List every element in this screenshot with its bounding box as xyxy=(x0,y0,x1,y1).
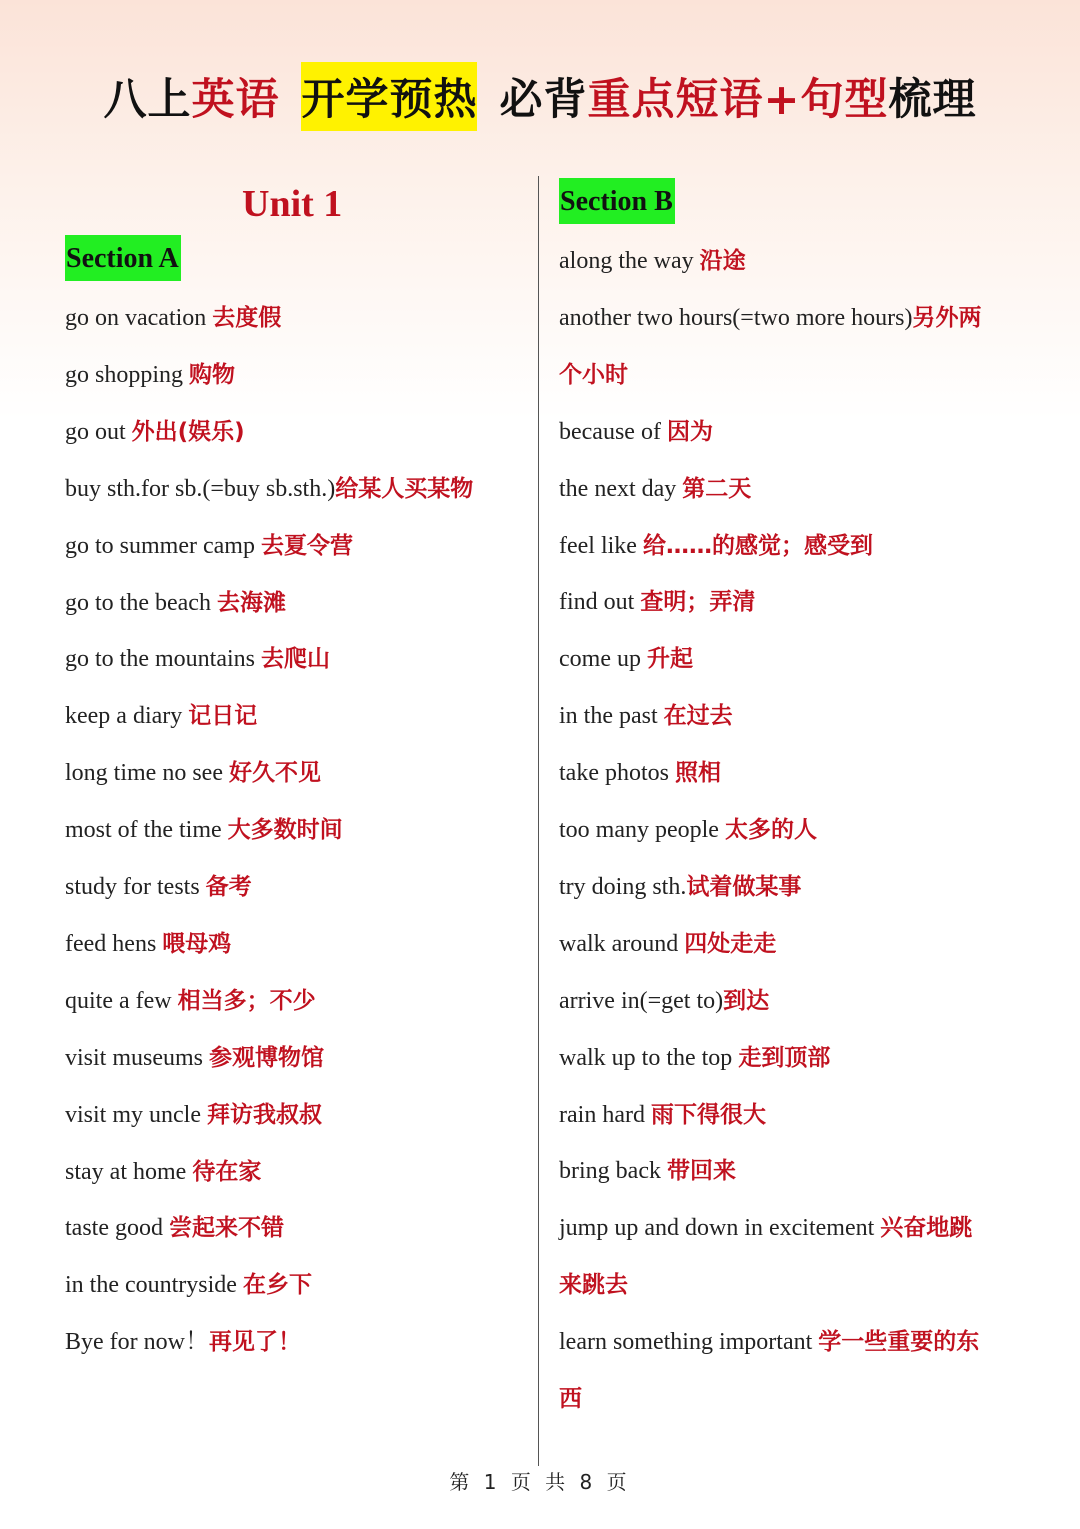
chinese-meaning: 试着做某事 xyxy=(686,873,802,900)
chinese-meaning: 给某人买某物 xyxy=(335,475,474,502)
chinese-meaning: 到达 xyxy=(723,987,770,1014)
title-part-summary: 梳理 xyxy=(888,75,977,125)
section-a-phrase-row xyxy=(65,701,257,731)
page-footer: 第 1 页 共 8 页 xyxy=(449,1470,631,1494)
section-b-phrase-row xyxy=(559,1043,830,1073)
section-b-phrase-row xyxy=(559,929,776,959)
english-phrase: stay at home xyxy=(65,1158,193,1185)
chinese-meaning: 四处走走 xyxy=(684,930,777,957)
chinese-meaning: 尝起来不错 xyxy=(168,1215,284,1242)
english-phrase: go out xyxy=(65,418,132,445)
english-phrase: study for tests xyxy=(65,874,206,900)
section-a-phrase-row xyxy=(65,1157,261,1187)
title-part-must: 必背 xyxy=(499,75,588,125)
chinese-meaning: 记日记 xyxy=(188,703,258,730)
english-phrase: walk up to the top xyxy=(559,1044,739,1071)
english-phrase: visit museums xyxy=(65,1044,210,1071)
english-phrase: Bye for now！ xyxy=(65,1329,209,1356)
english-phrase: find out xyxy=(559,589,641,616)
chinese-meaning: 另外两 xyxy=(912,304,982,331)
english-phrase: bring back xyxy=(559,1158,667,1185)
english-phrase: most of the time xyxy=(65,817,228,844)
section-b-phrase-row xyxy=(559,872,801,902)
english-phrase: in the countryside xyxy=(65,1272,243,1299)
chinese-meaning: 备考 xyxy=(205,874,252,900)
english-phrase: go to the beach xyxy=(65,589,217,616)
section-a-phrase-row xyxy=(65,815,343,845)
chinese-meaning: 大多数时间 xyxy=(227,817,343,844)
section-b-phrase-row xyxy=(559,1270,628,1300)
english-phrase: arrive in(=get to) xyxy=(559,987,724,1014)
chinese-meaning: 相当多；不少 xyxy=(177,987,316,1014)
chinese-meaning: 因为 xyxy=(666,418,713,445)
section-b-phrase-row xyxy=(559,986,769,1016)
section-a-phrase-row xyxy=(65,1327,301,1357)
chinese-meaning: 外出(娱乐) xyxy=(131,418,245,445)
chinese-meaning: 给……的感觉；感受到 xyxy=(642,532,873,559)
chinese-meaning: 拜访我叔叔 xyxy=(206,1101,322,1128)
english-phrase: taste good xyxy=(65,1215,169,1242)
section-a-phrase-row xyxy=(65,474,473,504)
chinese-meaning: 来跳去 xyxy=(559,1272,628,1299)
english-phrase: walk around xyxy=(559,930,685,957)
page-title xyxy=(0,62,1080,131)
section-a-label: Section A xyxy=(65,235,181,281)
english-phrase: feel like xyxy=(559,532,643,559)
section-a-phrase-row xyxy=(65,986,316,1016)
section-b-phrase-row xyxy=(559,815,817,845)
chinese-meaning: 查明；弄清 xyxy=(640,589,756,616)
section-b-phrase-row xyxy=(559,644,693,674)
section-b-phrase-row xyxy=(559,1384,582,1414)
chinese-meaning: 喂母鸡 xyxy=(162,930,232,957)
english-phrase: along the way xyxy=(559,248,700,274)
english-phrase: learn something important xyxy=(559,1329,819,1356)
section-b-phrase-row xyxy=(559,1327,979,1357)
chinese-meaning: 个小时 xyxy=(559,361,628,388)
section-a-phrase-row xyxy=(65,531,353,561)
section-b-phrase-row xyxy=(559,1156,736,1186)
chinese-meaning: 待在家 xyxy=(192,1158,262,1185)
section-b-phrase-row xyxy=(559,360,628,390)
section-b-phrase-row xyxy=(559,587,755,617)
english-phrase: take photos xyxy=(559,760,675,787)
section-a-phrase-row xyxy=(65,588,286,618)
chinese-meaning: 好久不见 xyxy=(228,760,321,787)
title-part-grade: 八上 xyxy=(103,75,192,125)
section-a-phrase-row xyxy=(65,1043,324,1073)
section-a-phrase-row xyxy=(65,644,330,674)
english-phrase: visit my uncle xyxy=(65,1101,207,1128)
section-b-phrase-row xyxy=(559,474,751,504)
section-b-phrase-row xyxy=(559,417,713,447)
english-phrase: quite a few xyxy=(65,987,178,1014)
chinese-meaning: 兴奋地跳 xyxy=(880,1215,973,1242)
section-b-phrase-row xyxy=(559,303,981,333)
section-b-phrase-row xyxy=(559,701,733,731)
english-phrase: rain hard xyxy=(559,1101,651,1128)
english-phrase: try doing sth. xyxy=(559,873,687,900)
english-phrase: in the past xyxy=(559,703,664,730)
title-part-subject: 英语 xyxy=(191,75,280,125)
chinese-meaning: 升起 xyxy=(646,646,693,673)
section-b-phrase-row xyxy=(559,758,721,788)
chinese-meaning: 在过去 xyxy=(663,703,733,730)
chinese-meaning: 第二天 xyxy=(682,475,752,502)
chinese-meaning: 去夏令营 xyxy=(260,532,353,559)
english-phrase: another two hours(=two more hours) xyxy=(559,304,913,331)
section-b-label: Section B xyxy=(559,178,675,224)
english-phrase: the next day xyxy=(559,475,683,502)
section-a-phrase-row xyxy=(65,872,252,902)
chinese-meaning: 学一些重要的东 xyxy=(818,1329,980,1356)
english-phrase: jump up and down in excitement xyxy=(559,1215,881,1242)
chinese-meaning: 带回来 xyxy=(666,1158,736,1185)
chinese-meaning: 走到顶部 xyxy=(738,1044,831,1071)
title-highlight: 开学预热 xyxy=(301,62,477,131)
english-phrase: feed hens xyxy=(65,930,163,957)
chinese-meaning: 去海滩 xyxy=(216,589,286,616)
english-phrase: keep a diary xyxy=(65,703,189,730)
english-phrase: too many people xyxy=(559,817,725,843)
chinese-meaning: 西 xyxy=(559,1386,582,1412)
title-part-keypoints: 重点短语+句型 xyxy=(587,75,889,125)
section-a-phrase-row xyxy=(65,303,281,333)
english-phrase: go to the mountains xyxy=(65,646,261,673)
english-phrase: buy sth.for sb.(=buy sb.sth.) xyxy=(65,475,336,502)
chinese-meaning: 去度假 xyxy=(212,305,282,331)
section-b-phrase-row xyxy=(559,531,873,561)
unit-title: Unit 1 xyxy=(242,183,343,225)
chinese-meaning: 照相 xyxy=(674,760,721,787)
english-phrase: go shopping xyxy=(65,361,190,388)
english-phrase: long time no see xyxy=(65,760,229,787)
chinese-meaning: 购物 xyxy=(189,361,236,388)
section-b-phrase-row xyxy=(559,246,746,276)
section-b-phrase-row xyxy=(559,1100,766,1130)
column-divider xyxy=(538,176,539,1466)
english-phrase: go to summer camp xyxy=(65,532,261,559)
section-a-phrase-row xyxy=(65,1213,284,1243)
chinese-meaning: 在乡下 xyxy=(242,1272,312,1299)
section-a-phrase-row xyxy=(65,417,245,447)
section-a-phrase-row xyxy=(65,360,235,390)
section-b-phrase-row xyxy=(559,1213,972,1243)
english-phrase: because of xyxy=(559,418,667,445)
english-phrase: go on vacation xyxy=(65,305,213,331)
section-a-phrase-row xyxy=(65,1100,322,1130)
chinese-meaning: 参观博物馆 xyxy=(209,1044,325,1071)
chinese-meaning: 去爬山 xyxy=(260,646,330,673)
section-a-phrase-row xyxy=(65,758,321,788)
chinese-meaning: 雨下得很大 xyxy=(650,1101,766,1128)
chinese-meaning: 再见了！ xyxy=(208,1329,301,1356)
chinese-meaning: 太多的人 xyxy=(724,817,817,843)
chinese-meaning: 沿途 xyxy=(699,248,746,274)
section-a-phrase-row xyxy=(65,1270,312,1300)
english-phrase: come up xyxy=(559,646,647,673)
section-a-phrase-row xyxy=(65,929,231,959)
